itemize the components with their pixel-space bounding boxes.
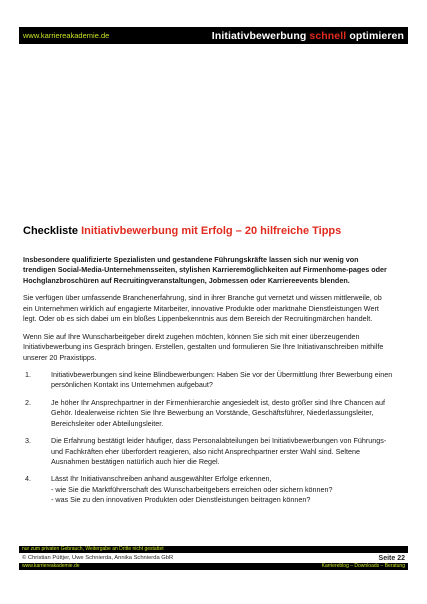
header-headline [212, 30, 404, 42]
paragraph-3: Wenn Sie auf Ihre Wunscharbeitgeber direkt zugehen möchten, können Sie sich mit einer überzeugenden Initiativbewerbung ins Gespräch bringen. Erstellen, gestalten und formulieren Sie Ihre Initiativanschreiben mithilfe unserer 20 Praxistipps. [23, 331, 384, 362]
headline-highlight: schnell [309, 29, 347, 42]
tip-item [23, 474, 393, 505]
paragraph-2: Sie verfügen über umfassende Branchenerfahrung, sind in ihrer Branche gut vernetzt und wissen mittlerweile, ob ein Unternehmen wirklich auf engagierte Mitarbeiter, innovative Produkte oder marktnahe Dienstleistungen Wert legt. Oder ob es sich dabei um ein bloßes Lippenbekenntnis aus dem Bereich der Recruitingmärchen handelt. [23, 293, 382, 324]
footer-notice-bar [19, 546, 408, 553]
tip-number: 4. [25, 474, 31, 484]
title-accent: Initiativbewerbung mit Erfolg – 20 hilfreiche Tipps [81, 225, 342, 237]
tip-item [23, 398, 393, 429]
tip-item [23, 436, 393, 467]
footer-notice: nur zum privaten Gebrauch, Weitergabe an Dritte nicht gestattet [22, 546, 164, 552]
title-prefix: Checkliste [23, 225, 79, 237]
page-footer [19, 546, 408, 570]
document-body [23, 255, 393, 513]
footer-links-bar [19, 563, 408, 570]
intro-paragraph: Insbesondere qualifizierte Spezialisten und gestandene Führungskräfte lassen sich nur wenig von trendigen Social-Media-Unternehmensseiten, stylishen Karrieremöglichkeiten auf Firmenhome-pages oder Hochglanzbroschüren auf Recruitingveranstaltungen, Jobmessen oder Karriereevents blenden. [23, 255, 387, 285]
tip-number: 2. [25, 397, 31, 407]
header-site-url[interactable]: www.karriereakademie.de [23, 31, 110, 40]
tip-number: 3. [25, 436, 31, 446]
tip-text: Je höher Ihr Ansprechpartner in der Firmenhierarchie angesiedelt ist, desto größer sind Ihre Chancen auf Gehör. Idealerweise richten Sie Ihre Bewerbung an Vorstände, Geschäftsführer, Niederlassungsleiter, Bereichsleiter oder Abteilungsleiter. [51, 397, 386, 428]
footer-blog-link[interactable]: Karriereblog – Downloads – Beratung [321, 563, 405, 569]
footer-info-row [19, 553, 408, 563]
tips-list [23, 370, 393, 506]
tip-text: Initiativbewerbungen sind keine Blindbewerbungen: Haben Sie vor der Übermittlung Ihrer Bewerbung einen persönlichen Kontakt ins Unternehmen aufgebaut? [51, 369, 393, 390]
footer-site-link[interactable]: www.karriereakademie.de [22, 563, 80, 569]
headline-part2: optimieren [349, 29, 404, 42]
checklist-title [23, 225, 341, 237]
page-number: Seite 22 [378, 554, 405, 562]
tip-item [23, 370, 393, 391]
footer-copyright: © Christian Püttjer, Uwe Schnierda, Annika Schnierda GbR [22, 555, 174, 561]
tip-number: 1. [25, 369, 31, 379]
tip-text: Die Erfahrung bestätigt leider häufiger, dass Personalabteilungen bei Initiativbewerbungen von Führungs- und Fachkräften eher überfordert reagieren, also nicht Ansprechpartner erster Wahl sind. Seltene Ausnahmen bestätigen natürlich auch hier die Regel. [51, 436, 387, 466]
headline-part1: Initiativbewerbung [211, 29, 307, 42]
header-bar [19, 27, 408, 44]
tip-text: Lässt Ihr Initiativanschreiben anhand ausgewählter Erfolge erkennen, - wie Sie die Marktführerschaft des Wunscharbeitgebers erreichen oder sichern können? - was Sie zu den innovativen Produkten oder Dienstleistungen beitragen können? [51, 474, 333, 505]
